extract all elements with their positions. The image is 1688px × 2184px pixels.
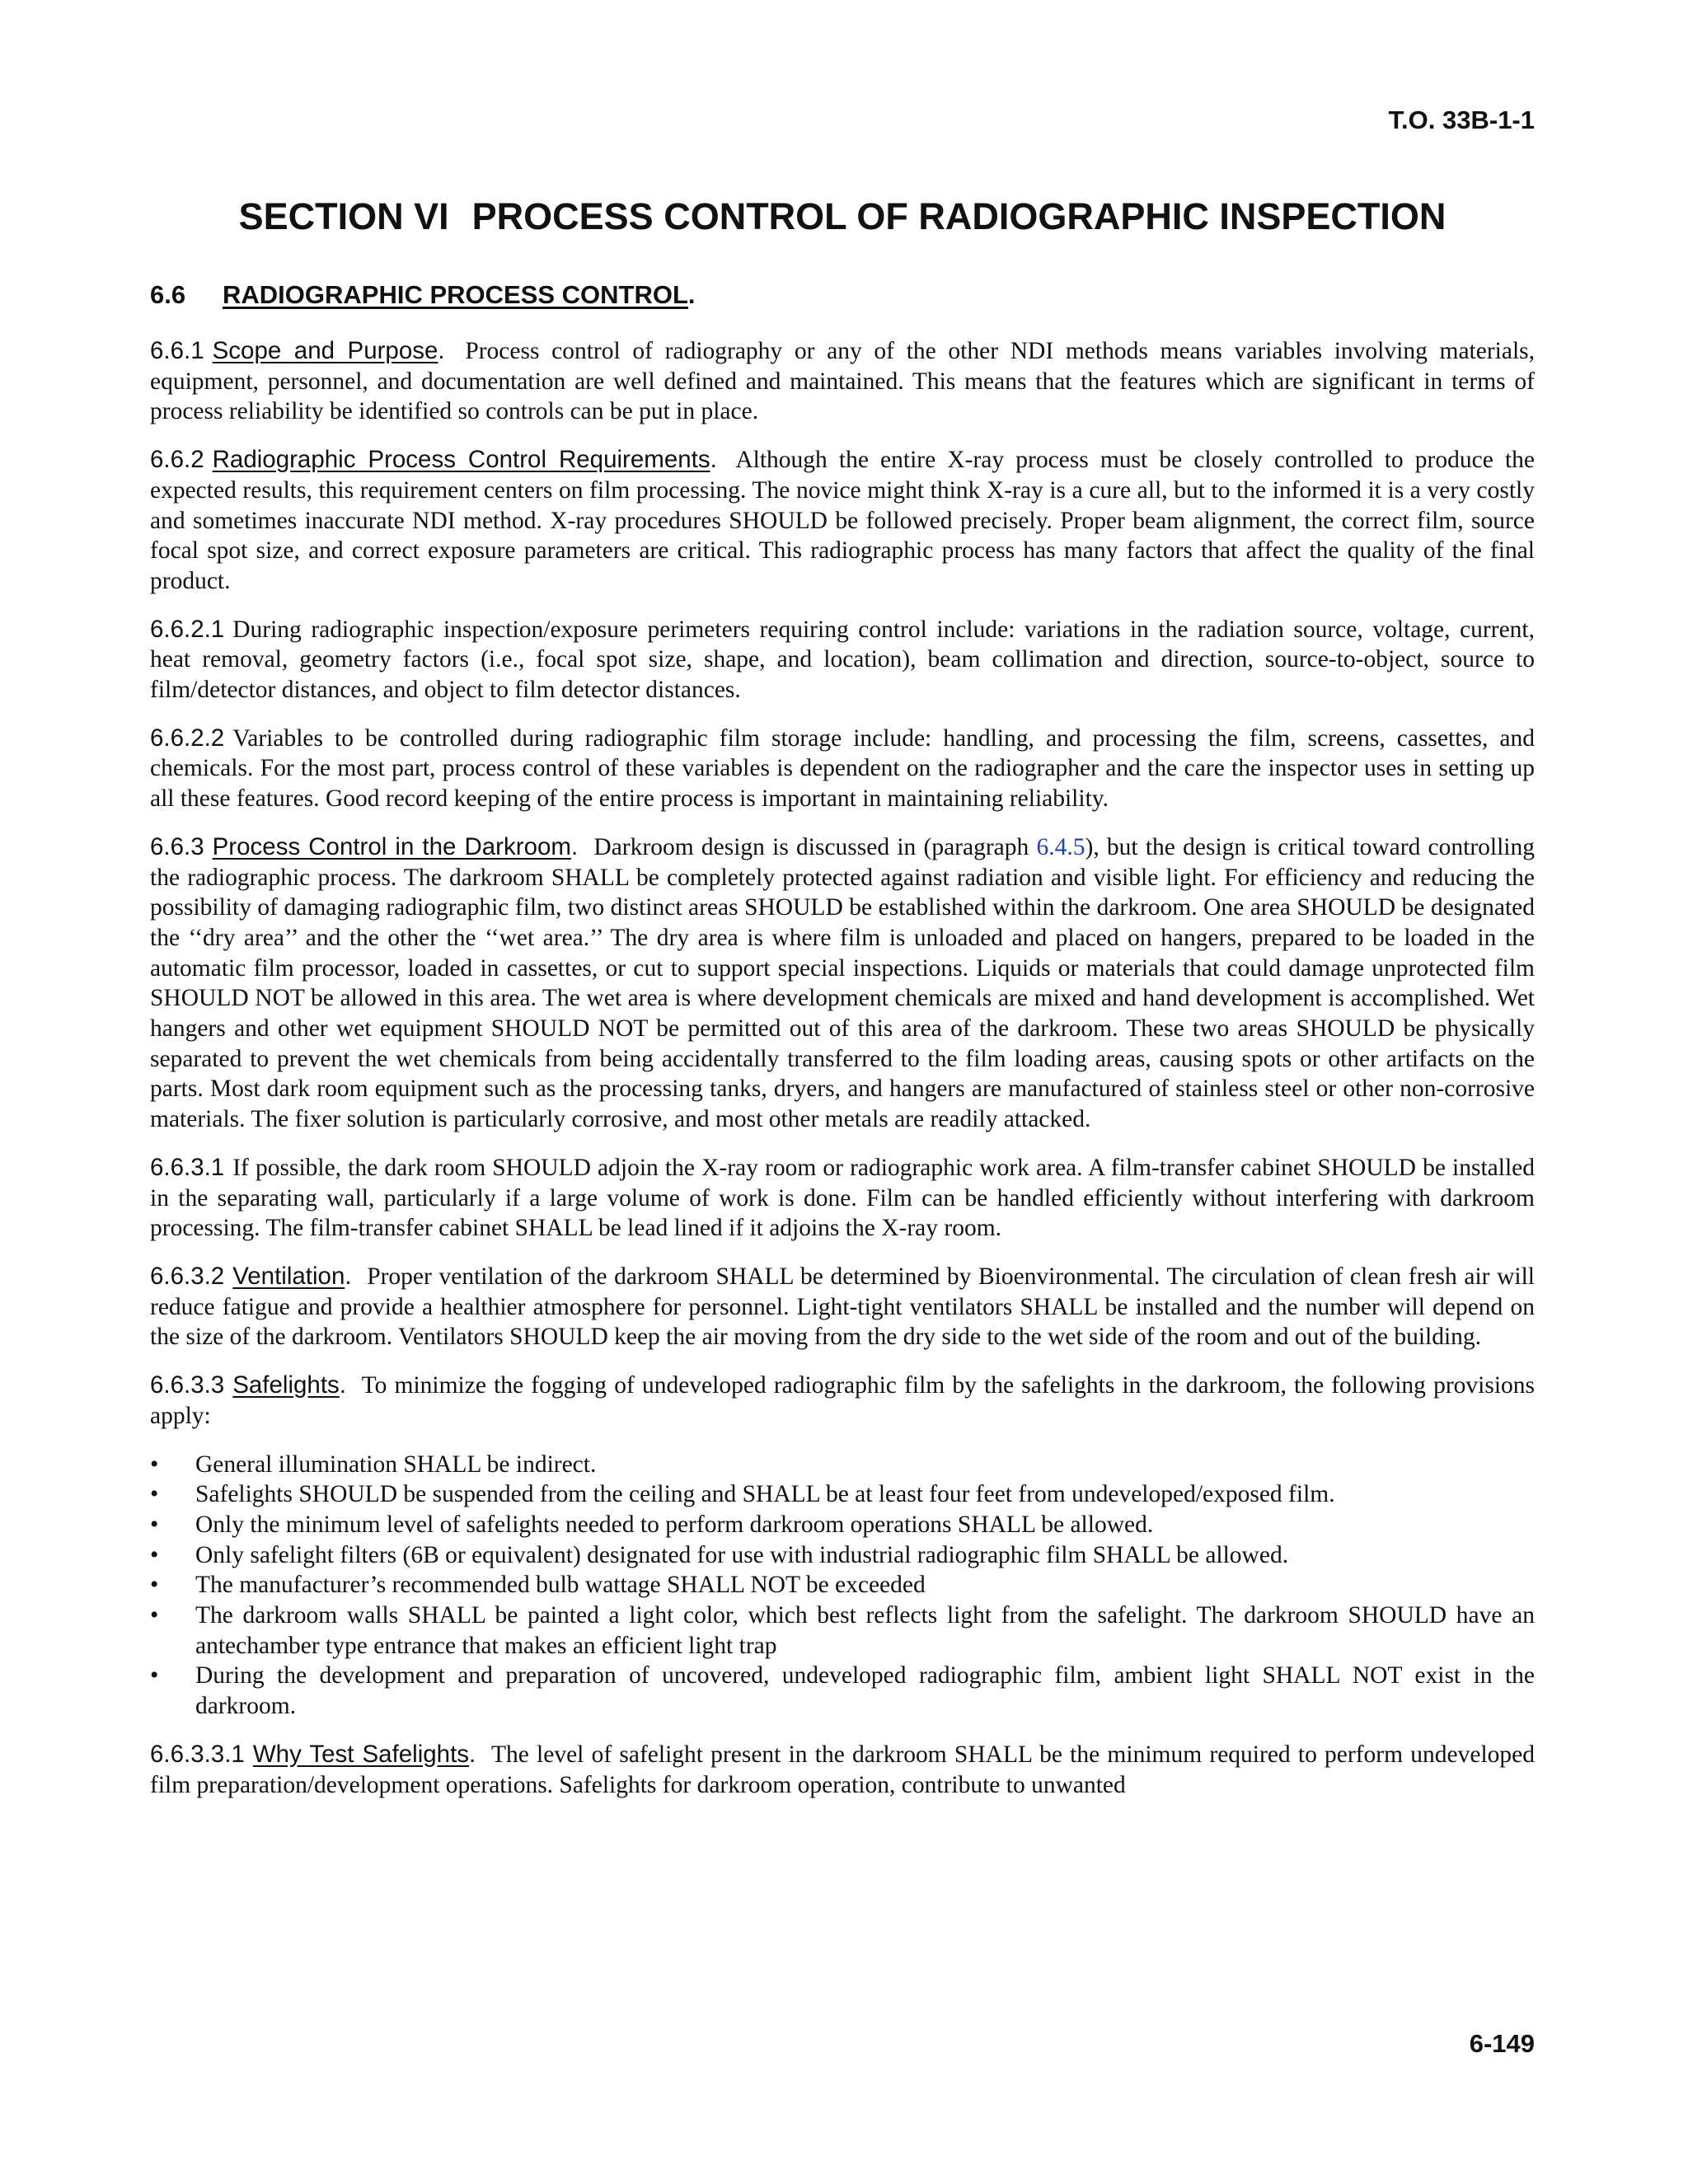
document-body	[150, 336, 1535, 1818]
paragraph-link[interactable]: 6.4.5	[1036, 833, 1085, 860]
paragraph-heading: Radiographic Process Control Requirements	[212, 446, 710, 474]
paragraph-heading: Process Control in the Darkroom	[212, 832, 571, 860]
paragraph-6-6-3-3: 6.6.3.3 Safelights. To minimize the fogging of undeveloped radiographic film by the safelights in the darkroom, the following provisions apply:	[150, 1371, 1536, 1429]
list-item: • Only safelight filters (6B or equivalent) designated for use with industrial radiographic film SHALL be allowed.	[150, 1540, 1535, 1571]
major-heading-number: 6.6	[150, 280, 186, 309]
paragraph-text: During radiographic inspection/exposure perimeters requiring control include: variations in the radiation source, voltage, current, heat removal, geometry factors (i.e., focal spot size, shape, and location), beam collimation and direction, source-to-object, source to film/detector distances, and object to film detector distances.	[150, 616, 1535, 704]
bullet-icon: •	[150, 1511, 159, 1538]
paragraph-6-6-3: 6.6.3 Process Control in the Darkroom. Darkroom design is discussed in (paragraph 6.4.5), but the design is critical toward controlling the radiographic process. The darkroom SHALL be completely protected against radiation and visible light. For efficiency and reducing the possibility of damaging radiographic film, two distinct areas SHOULD be established within the darkroom. One area SHOULD be designated the ‘‘dry area’’ and the other the ‘‘wet area.’’ The dry area is where film is unloaded and placed on hangers, prepared to be loaded in the automatic film processor, loaded in cassettes, or cut to support special inspections. Liquids or materials that could damage unprotected film SHOULD NOT be allowed in this area. The wet area is where development chemicals are mixed and hand development is accomplished. Wet hangers and other wet equipment SHOULD NOT be permitted out of this area of the darkroom. These two areas SHOULD be physically separated to prevent the wet chemicals from being accidentally transferred to the film loading areas, causing spots or other artifacts on the parts. Most dark room equipment such as the processing tanks, dryers, and hangers are manufactured of stainless steel or other non-corrosive materials. The fixer solution is particularly corrosive, and most other metals are readily attacked.	[150, 832, 1535, 1133]
list-item: • The darkroom walls SHALL be painted a light color, which best reflects light from the safelight. The darkroom SHOULD have an antechamber type entrance that makes an efficient light trap	[150, 1602, 1535, 1659]
paragraph-text: Process control of radiography or any of the other NDI methods means variables involving materials, equipment, personnel, and documentation are well defined and maintained. This means that the features which are significant in terms of process reliability be identified so controls can be put in place.	[150, 338, 1536, 425]
paragraph-6-6-2-1	[150, 615, 1535, 705]
paragraph-number: 6.6.2	[150, 446, 204, 474]
paragraph-text: Although the entire X-ray process must be closely controlled to produce the expected results, this requirement centers on film processing. The novice might think X-ray is a cure all, but to the informed it is a very costly and sometimes inaccurate NDI method. X-ray procedures SHOULD be followed precisely. Proper beam alignment, the correct film, source focal spot size, and correct exposure parameters are critical. This radiographic process has many factors that affect the quality of the final product.	[150, 447, 1535, 594]
paragraph-text: Darkroom design is discussed in (paragraph	[593, 833, 1037, 860]
bullet-icon: •	[150, 1451, 159, 1478]
paragraph-heading: Scope and Purpose	[212, 337, 438, 364]
paragraph-text: To minimize the fogging of undeveloped radiographic film by the safelights in the darkroom, the following provisions apply:	[150, 1372, 1536, 1429]
paragraph-heading: Why Test Safelights	[252, 1740, 470, 1768]
paragraph-text: Variables to be controlled during radiographic film storage include: handling, and processing the film, screens, cassettes, and chemicals. For the most part, process control of these variables is dependent on the radiographer and the care the inspector uses in setting up all these features. Good record keeping of the entire process is important in maintaining reliability.	[150, 724, 1535, 813]
list-item: • The manufacturer’s recommended bulb wattage SHALL NOT be exceeded	[150, 1570, 1535, 1601]
major-heading: 6.6 RADIOGRAPHIC PROCESS CONTROL.	[150, 280, 696, 309]
paragraph-heading: Ventilation	[232, 1262, 345, 1290]
paragraph-6-6-3-2: 6.6.3.2 Ventilation. Proper ventilation of the darkroom SHALL be determined by Bioenvironmental. The circulation of clean fresh air will reduce fatigue and provide a healthier atmosphere for personnel. Light-tight ventilators SHALL be installed and the number will depend on the size of the darkroom. Ventilators SHOULD keep the air moving from the dry side to the wet side of the room and out of the building.	[150, 1262, 1536, 1351]
bullet-icon: •	[150, 1572, 159, 1599]
section-label: SECTION VI	[238, 195, 449, 237]
paragraph-number: 6.6.2.1	[150, 615, 225, 643]
technical-order-number: T.O. 33B-1-1	[1388, 105, 1535, 134]
bullet-icon: •	[150, 1602, 159, 1629]
bullet-icon: •	[150, 1662, 159, 1690]
paragraph-6-6-3-3-1: 6.6.3.3.1 Why Test Safelights. The level of safelight present in the darkroom SHALL be the minimum required to perform undeveloped film preparation/development operations. Safelights for darkroom operation, contribute to unwanted	[150, 1740, 1536, 1798]
section-title	[150, 195, 1535, 238]
paragraph-text: Proper ventilation of the darkroom SHALL be determined by Bioenvironmental. The circulation of clean fresh air will reduce fatigue and provide a healthier atmosphere for personnel. Light-tight ventilators SHALL be installed and the number will depend on the size of the darkroom. Ventilators SHOULD keep the air moving from the dry side to the wet side of the room and out of the building.	[150, 1263, 1536, 1351]
list-item: • During the development and preparation of uncovered, undeveloped radiographic film, ambient light SHALL NOT exist in the darkroom.	[150, 1662, 1535, 1720]
bullet-icon: •	[150, 1541, 159, 1568]
paragraph-text: ), but the design is critical toward controlling the radiographic process. The darkroom SHALL be completely protected against radiation and visible light. For efficiency and reducing the possibility of damaging radiographic film, two distinct areas SHOULD be established within the darkroom. One area SHOULD be designated the ‘‘dry area’’ and the other the ‘‘wet area.’’ The dry area is where film is unloaded and placed on hangers, prepared to be loaded in the automatic film processor, loaded in cassettes, or cut to support special inspections. Liquids or materials that could damage unprotected film SHOULD NOT be allowed in this area. The wet area is where development chemicals are mixed and hand development is accomplished. Wet hangers and other wet equipment SHOULD NOT be permitted out of this area of the darkroom. These two areas SHOULD be physically separated to prevent the wet chemicals from being accidentally transferred to the film loading areas, causing spots or other artifacts on the parts. Most dark room equipment such as the processing tanks, dryers, and hangers are manufactured of stainless steel or other non-corrosive materials. The fixer solution is particularly corrosive, and most other metals are readily attacked.	[150, 833, 1535, 1133]
list-item: • Safelights SHOULD be suspended from the ceiling and SHALL be at least four feet from undeveloped/exposed film.	[150, 1479, 1535, 1510]
paragraph-text: The level of safelight present in the darkroom SHALL be the minimum required to perform undeveloped film preparation/development operations. Safelights for darkroom operation, contribute to unwanted	[150, 1741, 1536, 1798]
paragraph-6-6-1: 6.6.1 Scope and Purpose. Process control of radiography or any of the other NDI methods means variables involving materials, equipment, personnel, and documentation are well defined and maintained. This means that the features which are significant in terms of process reliability be identified so controls can be put in place.	[150, 337, 1536, 425]
paragraph-number: 6.6.2.2	[150, 724, 225, 752]
paragraph-text: If possible, the dark room SHOULD adjoin the X-ray room or radiographic work area. A film-transfer cabinet SHOULD be installed in the separating wall, particularly if a large volume of work is done. Film can be handled efficiently without interfering with darkroom processing. The film-transfer cabinet SHALL be lead lined if it adjoins the X-ray room.	[150, 1154, 1535, 1242]
paragraph-6-6-3-1	[150, 1153, 1535, 1244]
paragraph-number: 6.6.3.2	[150, 1262, 225, 1290]
section-heading: PROCESS CONTROL OF RADIOGRAPHIC INSPECTION	[471, 195, 1447, 237]
list-item: • Only the minimum level of safelights needed to perform darkroom operations SHALL be allowed.	[150, 1510, 1535, 1540]
list-item: • General illumination SHALL be indirect.	[150, 1450, 1535, 1480]
bullet-icon: •	[150, 1481, 159, 1508]
major-heading-title: RADIOGRAPHIC PROCESS CONTROL	[223, 280, 688, 309]
paragraph-number: 6.6.3	[150, 832, 204, 860]
paragraph-number: 6.6.1	[150, 337, 204, 364]
paragraph-number: 6.6.3.3.1	[150, 1740, 245, 1768]
paragraph-heading: Safelights	[232, 1371, 340, 1399]
paragraph-6-6-2: 6.6.2 Radiographic Process Control Requirements. Although the entire X-ray process must be closely controlled to produce the expected results, this requirement centers on film processing. The novice might think X-ray is a cure all, but to the informed it is a very costly and sometimes inaccurate NDI method. X-ray procedures SHOULD be followed precisely. Proper beam alignment, the correct film, source focal spot size, and correct exposure parameters are critical. This radiographic process has many factors that affect the quality of the final product.	[150, 446, 1535, 594]
safelight-provisions-list	[150, 1450, 1535, 1722]
paragraph-number: 6.6.3.3	[150, 1371, 225, 1399]
paragraph-6-6-2-2	[150, 724, 1535, 814]
page-number: 6-149	[1469, 2029, 1535, 2058]
paragraph-number: 6.6.3.1	[150, 1153, 225, 1181]
